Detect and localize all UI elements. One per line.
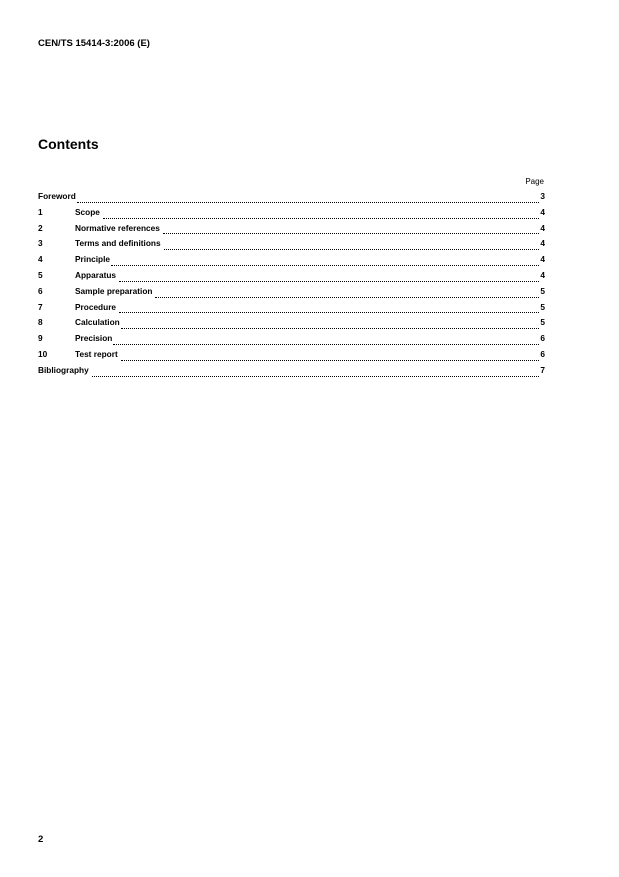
dot-leader xyxy=(111,264,539,266)
toc-entry-number: 1 xyxy=(38,206,43,217)
toc-entry-page: 4 xyxy=(540,206,545,217)
dot-leader xyxy=(121,327,540,329)
dot-leader xyxy=(121,359,540,361)
dot-leader xyxy=(163,232,540,234)
toc-entry-foreword[interactable] xyxy=(38,191,545,207)
page-number: 2 xyxy=(38,834,44,845)
toc-entry-number: 8 xyxy=(38,317,43,328)
toc-entry-page: 6 xyxy=(540,333,545,344)
table-of-contents xyxy=(38,191,545,381)
toc-entry-normative-references[interactable] xyxy=(38,223,545,239)
toc-entry-number: 3 xyxy=(38,238,43,249)
toc-entry-precision[interactable] xyxy=(38,333,545,349)
toc-entry-title: Test report xyxy=(75,348,118,359)
toc-entry-calculation[interactable] xyxy=(38,317,545,333)
toc-entry-page: 4 xyxy=(540,254,545,265)
toc-entry-page: 6 xyxy=(540,348,545,359)
toc-entry-page: 4 xyxy=(540,238,545,249)
toc-entry-page: 4 xyxy=(540,222,545,233)
toc-entry-number: 4 xyxy=(38,254,43,265)
toc-entry-title: Foreword xyxy=(38,191,76,201)
dot-leader xyxy=(164,248,540,250)
toc-entry-scope[interactable] xyxy=(38,207,545,223)
toc-entry-number: 7 xyxy=(38,301,43,312)
dot-leader xyxy=(77,201,540,203)
dot-leader xyxy=(119,311,539,313)
dot-leader xyxy=(103,217,539,219)
toc-entry-bibliography[interactable] xyxy=(38,365,545,381)
toc-entry-procedure[interactable] xyxy=(38,302,545,318)
contents-heading: Contents xyxy=(38,136,99,152)
toc-entry-page: 3 xyxy=(540,191,545,201)
toc-entry-principle[interactable] xyxy=(38,254,545,270)
toc-entry-sample-preparation[interactable] xyxy=(38,286,545,302)
page-column-label: Page xyxy=(525,177,544,186)
dot-leader xyxy=(119,280,539,282)
toc-entry-title: Terms and definitions xyxy=(75,238,161,249)
dot-leader xyxy=(92,375,540,377)
toc-entry-title: Normative references xyxy=(75,222,160,233)
toc-entry-title: Apparatus xyxy=(75,269,117,280)
toc-entry-title: Calculation xyxy=(75,317,120,328)
toc-entry-page: 7 xyxy=(540,364,545,375)
toc-entry-terms-and-definitions[interactable] xyxy=(38,238,545,254)
toc-entry-page: 5 xyxy=(540,285,545,296)
toc-entry-page: 5 xyxy=(540,301,545,312)
toc-entry-page: 4 xyxy=(540,269,545,280)
document-id: CEN/TS 15414-3:2006 (E) xyxy=(38,38,150,49)
toc-entry-title: Sample preparation xyxy=(75,285,153,296)
toc-entry-number: 9 xyxy=(38,333,43,344)
dot-leader xyxy=(113,343,539,345)
toc-entry-title: Precision xyxy=(75,333,113,344)
toc-entry-title: Procedure xyxy=(75,301,117,312)
toc-entry-apparatus[interactable] xyxy=(38,270,545,286)
toc-entry-number: 5 xyxy=(38,269,43,280)
toc-entry-title: Bibliography xyxy=(38,364,89,375)
toc-entry-title: Scope xyxy=(75,206,100,217)
dot-leader xyxy=(155,296,539,298)
toc-entry-title: Principle xyxy=(75,254,111,265)
toc-entry-page: 5 xyxy=(540,317,545,328)
toc-entry-number: 10 xyxy=(38,348,48,359)
toc-entry-number: 6 xyxy=(38,285,43,296)
toc-entry-number: 2 xyxy=(38,222,43,233)
toc-entry-test-report[interactable] xyxy=(38,349,545,365)
